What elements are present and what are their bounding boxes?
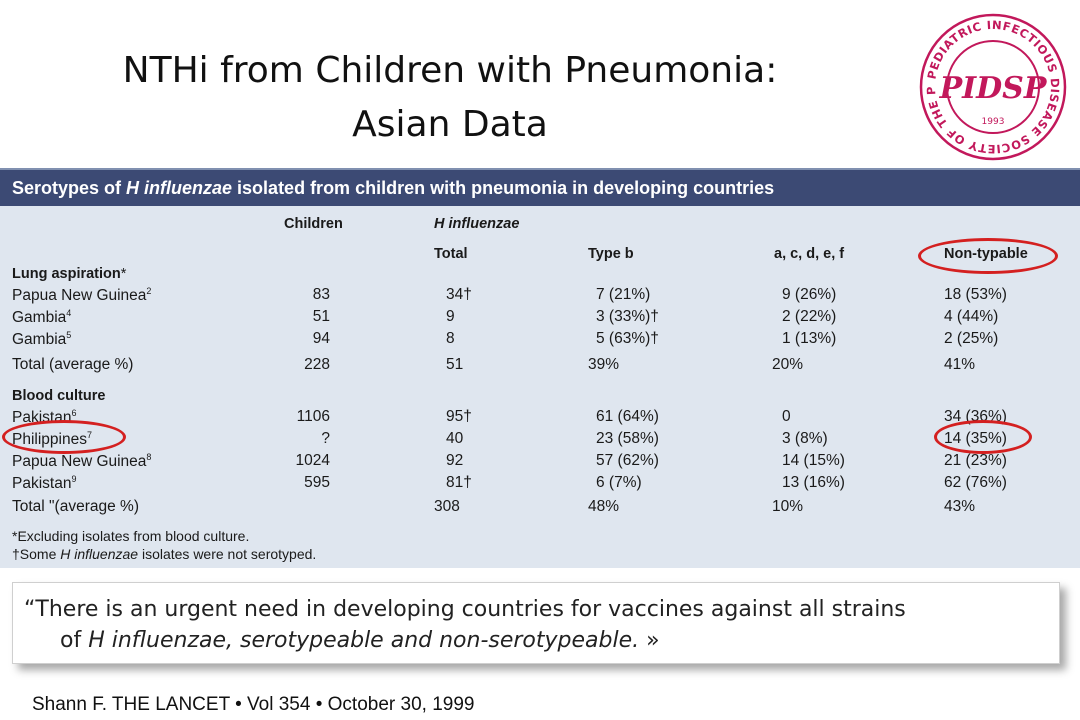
row-children-text: 1024 xyxy=(295,452,330,469)
row-nontyp xyxy=(944,286,1007,304)
row-nontyp-text: 21 (23%) xyxy=(944,452,1007,469)
row-typeb xyxy=(596,452,659,470)
row-total-text: 92 xyxy=(446,452,464,469)
slide-title xyxy=(0,44,900,152)
row-typeb xyxy=(596,286,650,304)
row-nontyp xyxy=(944,474,1007,492)
col-header-group: H influenzae xyxy=(434,216,520,232)
table-caption-italic: H influenzae xyxy=(126,178,233,198)
row-total xyxy=(446,452,463,470)
row-total-text: 95† xyxy=(446,408,472,425)
footnote2-post: isolates were not serotyped. xyxy=(138,546,317,562)
section-blood-culture: Blood culture xyxy=(12,388,106,404)
row-acdef xyxy=(782,452,845,470)
row-nontyp-text: 4 (44%) xyxy=(944,308,999,325)
row-acdef-text: 9 (26%) xyxy=(782,286,837,303)
row-acdef-text: 14 (15%) xyxy=(782,452,845,469)
row-name-text: Papua New Guinea xyxy=(12,287,147,305)
total2-label: Total "(average %) xyxy=(12,498,139,515)
row-typeb-text: 57 (62%) xyxy=(596,452,659,469)
total1-typeb: 39% xyxy=(588,356,620,373)
row-nontyp-text: 62 (76%) xyxy=(944,474,1007,491)
row-typeb xyxy=(596,308,659,326)
row-name-text: Gambia xyxy=(12,331,67,349)
row-total-text: 34† xyxy=(446,286,472,303)
row-name-text: Philippines xyxy=(12,431,87,449)
row-acdef xyxy=(782,286,836,304)
row-acdef-text: 0 xyxy=(782,408,791,425)
row-nontyp-text: 18 (53%) xyxy=(944,286,1007,303)
total1-total: 51 xyxy=(446,356,464,373)
row-nontyp-text: 34 (36%) xyxy=(944,408,1007,425)
row-total xyxy=(446,286,472,304)
highlight-ring-nontypable-header xyxy=(918,238,1058,274)
pidsp-logo xyxy=(918,12,1068,162)
table-caption-pre: Serotypes of xyxy=(12,178,127,198)
row-name xyxy=(12,474,76,493)
row-typeb-text: 61 (64%) xyxy=(596,408,659,425)
row-total xyxy=(446,430,463,448)
pidsp-seal-icon xyxy=(918,12,1068,162)
total2-acdef: 10% xyxy=(772,498,804,515)
col-header-acdef: a, c, d, e, f xyxy=(774,246,845,262)
row-acdef-text: 2 (22%) xyxy=(782,308,837,325)
row-children xyxy=(244,308,330,326)
col-header-nontypable: Non-typable xyxy=(944,246,1028,262)
row-nontyp-text: 14 (35%) xyxy=(944,430,1007,447)
row-acdef xyxy=(782,430,828,448)
row-reference: 4 xyxy=(66,308,72,318)
total1-label: Total (average %) xyxy=(12,356,134,373)
row-children xyxy=(244,330,330,348)
row-total xyxy=(446,474,472,492)
row-children xyxy=(244,452,330,470)
logo-ring-text: PEDIATRIC INFECTIOUS DISEASE SOCIETY OF THE P xyxy=(923,17,1063,157)
row-nontyp xyxy=(944,452,1007,470)
row-acdef xyxy=(782,308,836,326)
row-total xyxy=(446,308,455,326)
citation: Shann F. THE LANCET • Vol 354 • October 30, 1999 xyxy=(32,694,475,715)
row-name-text: Gambia xyxy=(12,309,67,327)
highlight-ring-philippines-nontypable xyxy=(934,420,1032,454)
row-children-text: 83 xyxy=(312,286,330,303)
row-typeb-text: 23 (58%) xyxy=(596,430,659,447)
row-acdef-text: 13 (16%) xyxy=(782,474,845,491)
row-reference: 9 xyxy=(71,474,77,484)
row-children-text: 94 xyxy=(312,330,330,347)
row-typeb xyxy=(596,408,659,426)
row-acdef xyxy=(782,330,836,348)
row-children-text: ? xyxy=(321,430,330,447)
table-body xyxy=(0,206,1080,568)
footnote-not-serotyped xyxy=(12,546,316,562)
row-nontyp xyxy=(944,308,998,326)
row-acdef xyxy=(782,408,791,426)
total1-acdef: 20% xyxy=(772,356,804,373)
col-header-typeb: Type b xyxy=(588,246,634,262)
row-typeb xyxy=(596,474,642,492)
quote-line2-pre: of xyxy=(60,628,89,653)
total2-nontyp: 43% xyxy=(944,498,976,515)
highlight-ring-philippines xyxy=(2,420,126,454)
slide-title-line1: NTHi from Children with Pneumonia: xyxy=(122,50,778,91)
row-children-text: 595 xyxy=(304,474,330,491)
row-reference: 2 xyxy=(146,286,152,296)
row-reference: 6 xyxy=(71,408,77,418)
footnote-excluding: *Excluding isolates from blood culture. xyxy=(12,528,250,544)
row-acdef xyxy=(782,474,845,492)
col-header-children: Children xyxy=(284,216,343,232)
table-caption xyxy=(0,170,1080,206)
row-reference: 8 xyxy=(146,452,152,462)
quote-text xyxy=(24,594,1054,656)
row-name-text: Papua New Guinea xyxy=(12,453,147,471)
row-total-text: 40 xyxy=(446,430,464,447)
section-lung-aspiration-label: Lung aspiration xyxy=(12,266,121,282)
row-children-text: 1106 xyxy=(296,408,330,425)
logo-year: 1993 xyxy=(981,117,1005,127)
row-reference: 7 xyxy=(86,430,92,440)
row-total-text: 8 xyxy=(446,330,455,347)
row-acdef-text: 1 (13%) xyxy=(782,330,837,347)
footnote2-pre: †Some xyxy=(12,546,61,562)
row-name xyxy=(12,308,71,327)
quote-line2-italic: H influenzae, serotypeable and non-serotypeable. xyxy=(88,628,640,653)
table-caption-post: isolated from children with pneumonia in developing countries xyxy=(232,178,775,198)
row-acdef-text: 3 (8%) xyxy=(782,430,828,447)
row-typeb-text: 3 (33%)† xyxy=(596,308,659,325)
row-typeb-text: 7 (21%) xyxy=(596,286,651,303)
footnote2-italic: H influenzae xyxy=(60,546,139,562)
row-typeb-text: 6 (7%) xyxy=(596,474,642,491)
row-nontyp xyxy=(944,330,998,348)
serotype-table xyxy=(0,168,1080,568)
section-lung-aspiration-mark: * xyxy=(120,266,127,282)
row-total xyxy=(446,330,455,348)
row-children xyxy=(244,408,330,426)
row-typeb xyxy=(596,330,659,348)
quote-line1: “There is an urgent need in developing countries for vaccines against all strains xyxy=(24,597,906,622)
quote-line2-post: » xyxy=(639,628,660,653)
row-total xyxy=(446,408,472,426)
row-children xyxy=(244,474,330,492)
section-lung-aspiration xyxy=(12,266,126,282)
row-total-text: 9 xyxy=(446,308,455,325)
row-name xyxy=(12,452,151,471)
quote-line2 xyxy=(24,625,1054,656)
row-children xyxy=(244,430,330,448)
col-header-total: Total xyxy=(434,246,468,262)
row-name-text: Pakistan xyxy=(12,409,72,427)
row-typeb-text: 5 (63%)† xyxy=(596,330,659,347)
total1-children: 228 xyxy=(304,356,330,373)
row-children-text: 51 xyxy=(312,308,330,325)
row-name xyxy=(12,286,151,305)
logo-center-text: PIDSP xyxy=(939,71,1047,106)
total2-typeb: 48% xyxy=(588,498,620,515)
row-typeb xyxy=(596,430,659,448)
row-reference: 5 xyxy=(66,330,72,340)
slide-title-line2: Asian Data xyxy=(352,104,548,145)
total2-total: 308 xyxy=(434,498,460,515)
row-total-text: 81† xyxy=(446,474,472,491)
row-nontyp-text: 2 (25%) xyxy=(944,330,999,347)
row-name-text: Pakistan xyxy=(12,475,72,493)
row-children xyxy=(244,286,330,304)
total1-nontyp: 41% xyxy=(944,356,976,373)
row-name xyxy=(12,330,71,349)
